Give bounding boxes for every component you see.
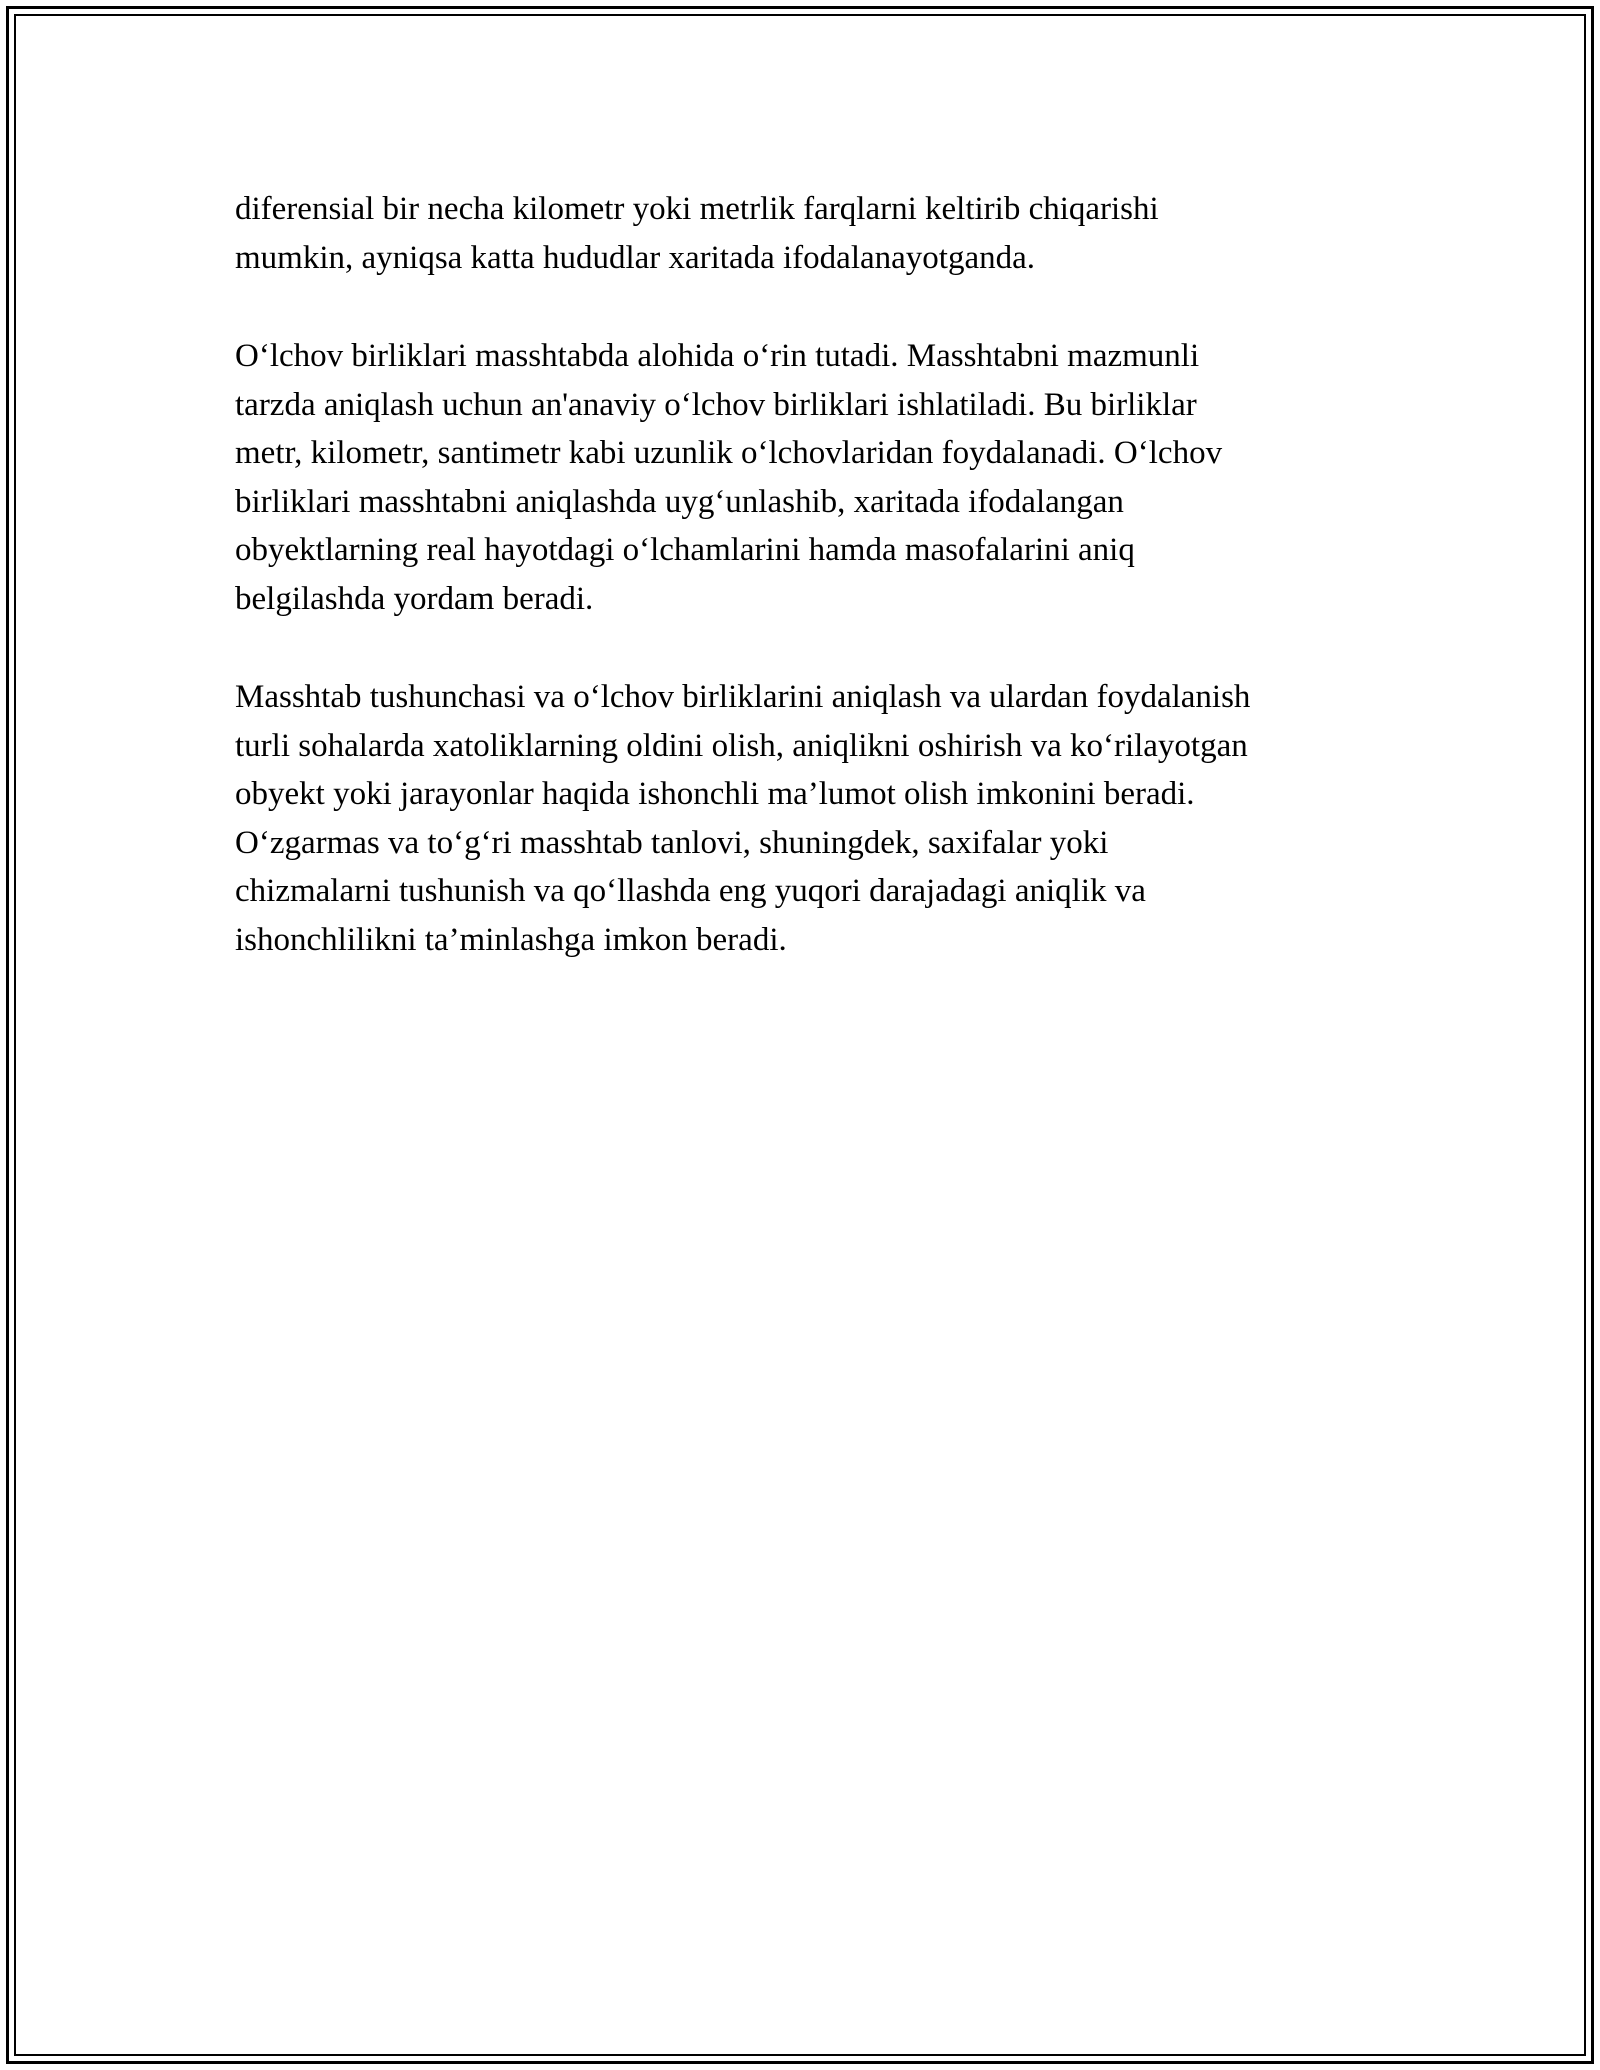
paragraph-1 <box>235 185 1395 282</box>
text-line: Masshtab tushunchasi va o‘lchov birliklarini aniqlash va ulardan foydalanish <box>235 679 1251 715</box>
text-line: mumkin, ayniqsa katta hududlar xaritada ifodalanayotganda. <box>235 239 1035 276</box>
text-line: chizmalarni tushunish va qo‘llashda eng yuqori darajadagi aniqlik va <box>235 873 1146 909</box>
text-line: metr, kilometr, santimetr kabi uzunlik o‘lchovlaridan foydalanadi. O‘lchov <box>235 435 1223 471</box>
text-line: diferensial bir necha kilometr yoki metrlik farqlarni keltirib chiqarishi <box>235 191 1159 227</box>
text-line: ishonchlilikni ta’minlashga imkon beradi. <box>235 921 787 958</box>
text-line: tarzda aniqlash uchun an'anaviy o‘lchov birliklari ishlatiladi. Bu birliklar <box>235 386 1197 423</box>
text-line: O‘lchov birliklari masshtabda alohida o‘rin tutadi. Masshtabni mazmunli <box>235 338 1200 374</box>
paragraph-2 <box>235 332 1395 623</box>
text-line: belgilashda yordam beradi. <box>235 580 594 617</box>
text-line: O‘zgarmas va to‘g‘ri masshtab tanlovi, shuningdek, saxifalar yoki <box>235 824 1109 861</box>
document-body <box>235 185 1395 1014</box>
text-line: turli sohalarda xatoliklarning oldini olish, aniqlikni oshirish va ko‘rilayotgan <box>235 727 1248 764</box>
text-line: obyekt yoki jarayonlar haqida ishonchli ma’lumot olish imkonini beradi. <box>235 776 1195 812</box>
text-line: obyektlarning real hayotdagi o‘lchamlarini hamda masofalarini aniq <box>235 532 1135 568</box>
paragraph-3 <box>235 673 1395 964</box>
text-line: birliklari masshtabni aniqlashda uyg‘unlashib, xaritada ifodalangan <box>235 483 1124 520</box>
